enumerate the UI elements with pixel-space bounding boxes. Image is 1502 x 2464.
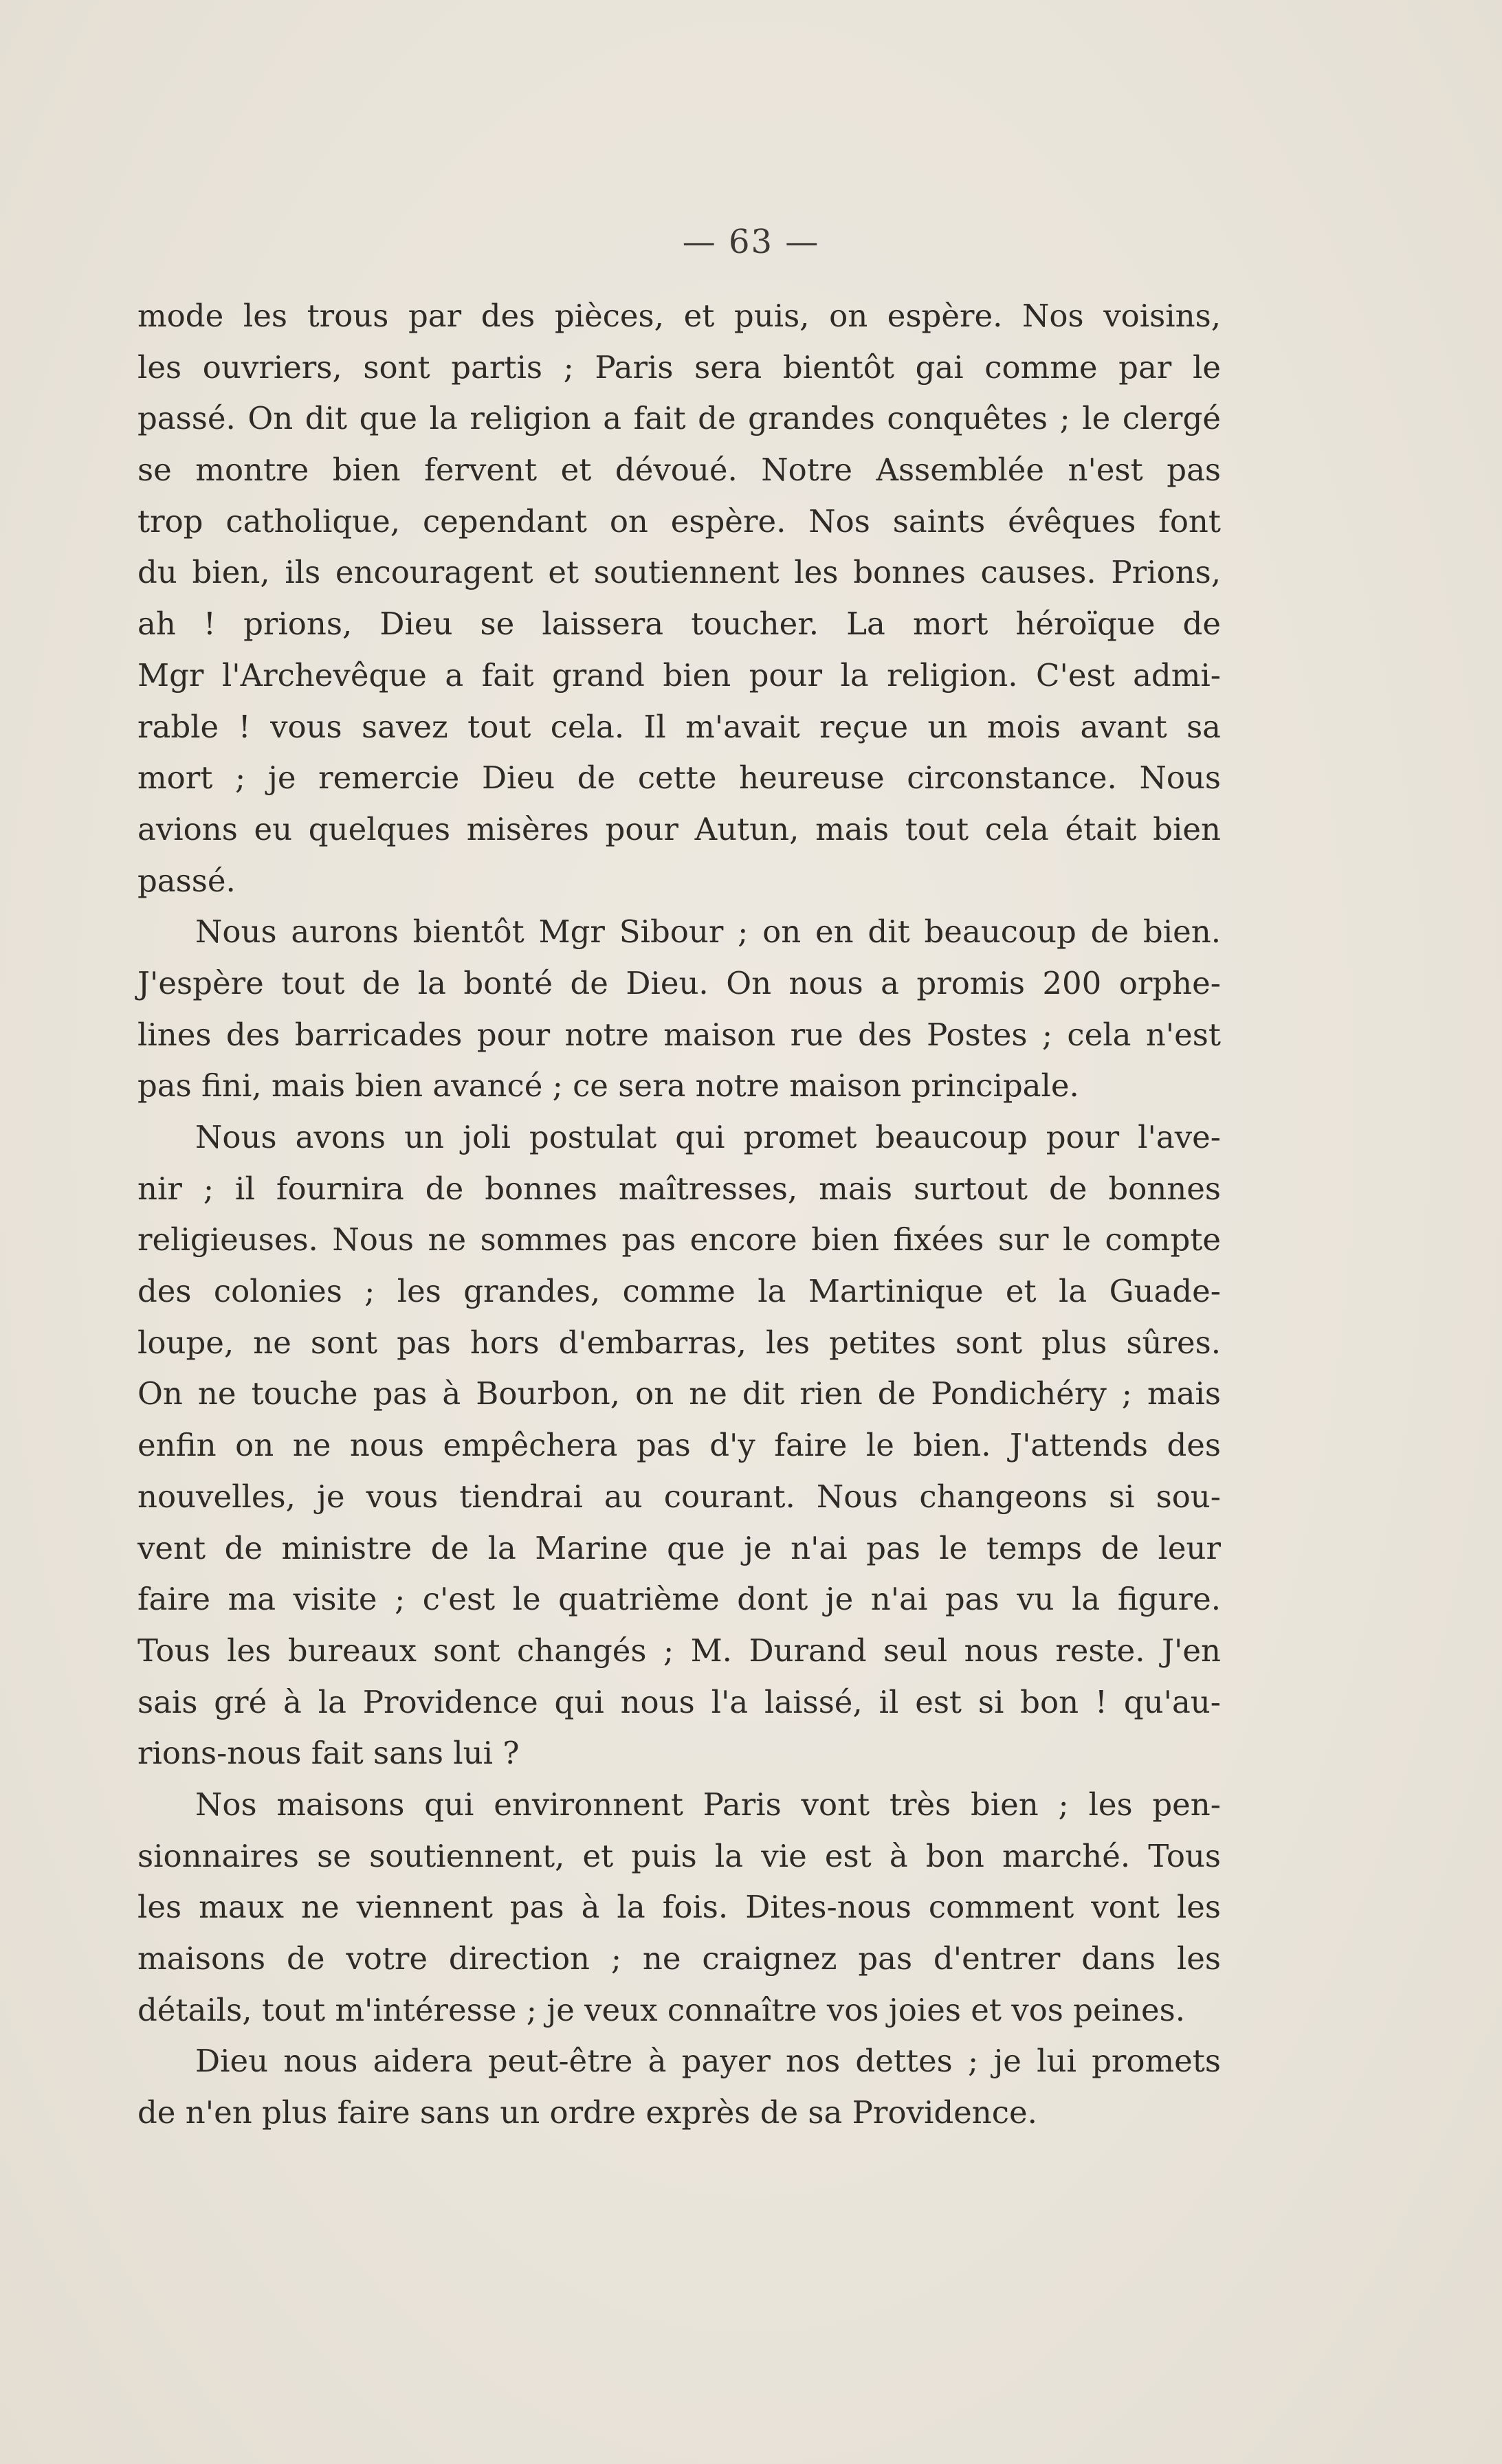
paragraph-4 [137, 1779, 1221, 2036]
text-line: des colonies ; les grandes, comme la Martinique et la Guade- [137, 1273, 1221, 1310]
text-line: rable ! vous savez tout cela. Il m'avait reçue un mois avant sa [137, 708, 1221, 745]
text-line: trop catholique, cependant on espère. Nos saints évêques font [137, 502, 1221, 540]
text-line: loupe, ne sont pas hors d'embarras, les petites sont plus sûres. [137, 1324, 1221, 1361]
text-line: sionnaires se soutiennent, et puis la vie est à bon marché. Tous [137, 1837, 1221, 1874]
text-line: Mgr l'Archevêque a fait grand bien pour la religion. C'est admi- [137, 656, 1221, 693]
paragraph-1 [137, 291, 1221, 907]
text-line: maisons de votre direction ; ne craignez pas d'entrer dans les [137, 1940, 1221, 1977]
body-text [137, 291, 1221, 2139]
text-line: nouvelles, je vous tiendrai au courant. Nous changeons si sou- [137, 1478, 1221, 1515]
text-line: Nous aurons bientôt Mgr Sibour ; on en dit beaucoup de bien. [195, 913, 1221, 951]
text-line: Nous avons un joli postulat qui promet beaucoup pour l'ave- [195, 1119, 1221, 1155]
paragraph-3 [137, 1112, 1221, 1779]
page-number: — 63 — [682, 223, 820, 261]
text-line: religieuses. Nous ne sommes pas encore bien fixées sur le compte [137, 1221, 1221, 1258]
text-line: de n'en plus faire sans un ordre exprès de sa Providence. [137, 2094, 1037, 2131]
text-line: les maux ne viennent pas à la fois. Dites-nous comment vont les [137, 1889, 1221, 1926]
text-line: Tous les bureaux sont changés ; M. Durand seul nous reste. J'en [137, 1632, 1221, 1669]
text-line: mode les trous par des pièces, et puis, on espère. Nos voisins, [137, 298, 1221, 334]
text-line: Nos maisons qui environnent Paris vont très bien ; les pen- [195, 1786, 1221, 1823]
text-line: mort ; je remercie Dieu de cette heureuse circonstance. Nous [137, 759, 1221, 797]
text-line: nir ; il fournira de bonnes maîtresses, mais surtout de bonnes [137, 1170, 1221, 1207]
text-line: du bien, ils encouragent et soutiennent les bonnes causes. Prions, [137, 554, 1221, 591]
text-line: On ne touche pas à Bourbon, on ne dit rien de Pondichéry ; mais [137, 1375, 1221, 1412]
text-line: passé. On dit que la religion a fait de grandes conquêtes ; le clergé [137, 400, 1221, 437]
paragraph-5 [137, 2036, 1221, 2138]
text-line: Dieu nous aidera peut-être à payer nos dettes ; je lui promets [195, 2043, 1221, 2080]
text-line: les ouvriers, sont partis ; Paris sera bientôt gai comme par le [137, 348, 1221, 386]
text-line: passé. [137, 862, 236, 899]
text-line: rions-nous fait sans lui ? [137, 1735, 520, 1772]
text-line: lines des barricades pour notre maison rue des Postes ; cela n'est [137, 1016, 1221, 1053]
text-line: faire ma visite ; c'est le quatrième dont je n'ai pas vu la figure. [137, 1581, 1221, 1618]
text-line: J'espère tout de la bonté de Dieu. On nous a promis 200 orphe- [137, 964, 1221, 1001]
text-line: avions eu quelques misères pour Autun, mais tout cela était bien [137, 810, 1221, 847]
text-line: vent de ministre de la Marine que je n'ai pas le temps de leur [137, 1529, 1221, 1566]
text-line: enfin on ne nous empêchera pas d'y faire le bien. J'attends des [137, 1427, 1221, 1464]
text-line: se montre bien fervent et dévoué. Notre Assemblée n'est pas [137, 452, 1221, 489]
text-line: sais gré à la Providence qui nous l'a laissé, il est si bon ! qu'au- [137, 1683, 1221, 1720]
text-line: pas fini, mais bien avancé ; ce sera notre maison principale. [137, 1067, 1079, 1105]
text-line: détails, tout m'intéresse ; je veux connaître vos joies et vos peines. [137, 1991, 1186, 2028]
text-line: ah ! prions, Dieu se laissera toucher. La mort héroïque de [137, 606, 1221, 643]
paragraph-2 [137, 907, 1221, 1112]
